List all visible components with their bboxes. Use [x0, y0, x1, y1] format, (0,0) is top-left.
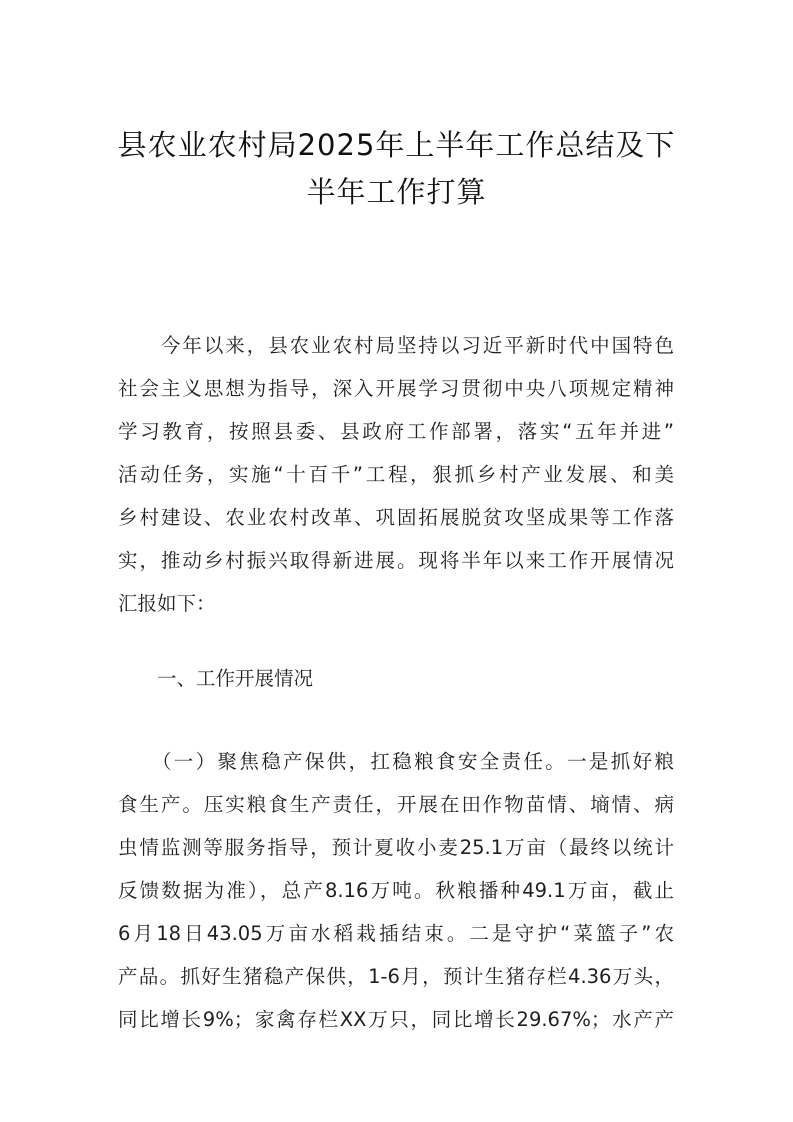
intro-line-6: 实，推动乡村振兴取得新进展。现将半年以来工作开展情况: [118, 549, 674, 572]
section1-line-1: （一）聚焦稳产保供，扛稳粮食安全责任。一是抓好粮: [118, 750, 674, 773]
intro-line-7: 汇报如下：: [118, 592, 216, 615]
section1-line-4: 反馈数据为准），总产8.16万吨。秋粮播种49.1万亩，截止: [118, 879, 674, 902]
intro-line-4: 活动任务，实施“十百千”工程，狠抓乡村产业发展、和美: [118, 463, 674, 486]
intro-paragraph: [118, 324, 674, 625]
intro-line-5: 乡村建设、农业农村改革、巩固拓展脱贫攻坚成果等工作落: [118, 506, 674, 529]
section1-line-2: 食生产。压实粮食生产责任，开展在田作物苗情、墒情、病: [118, 793, 674, 816]
title-line-1: 县农业农村局2025年上半年工作总结及下: [117, 128, 676, 162]
section1-line-6: 产品。抓好生猪稳产保供，1-6月，预计生猪存栏4.36万头，: [118, 965, 674, 988]
section1-line-5: 6月18日43.05万亩水稻栽插结束。二是守护“菜篮子”农: [118, 922, 674, 945]
section-heading-text: 一、工作开展情况: [118, 667, 314, 690]
section-heading: [118, 657, 674, 700]
section1-line-7: 同比增长9%；家禽存栏XX万只，同比增长29.67%；水产产: [118, 1008, 674, 1031]
section1-paragraph: [118, 740, 674, 1041]
intro-line-1: 今年以来，县农业农村局坚持以习近平新时代中国特色: [118, 334, 674, 357]
document-title: [110, 122, 683, 216]
section1-line-3: 虫情监测等服务指导，预计夏收小麦25.1万亩（最终以统计: [118, 836, 674, 859]
intro-line-3: 学习教育，按照县委、县政府工作部署，落实“五年并进”: [118, 420, 674, 443]
intro-line-2: 社会主义思想为指导，深入开展学习贯彻中央八项规定精神: [118, 377, 674, 400]
title-line-2: 半年工作打算: [306, 175, 487, 209]
